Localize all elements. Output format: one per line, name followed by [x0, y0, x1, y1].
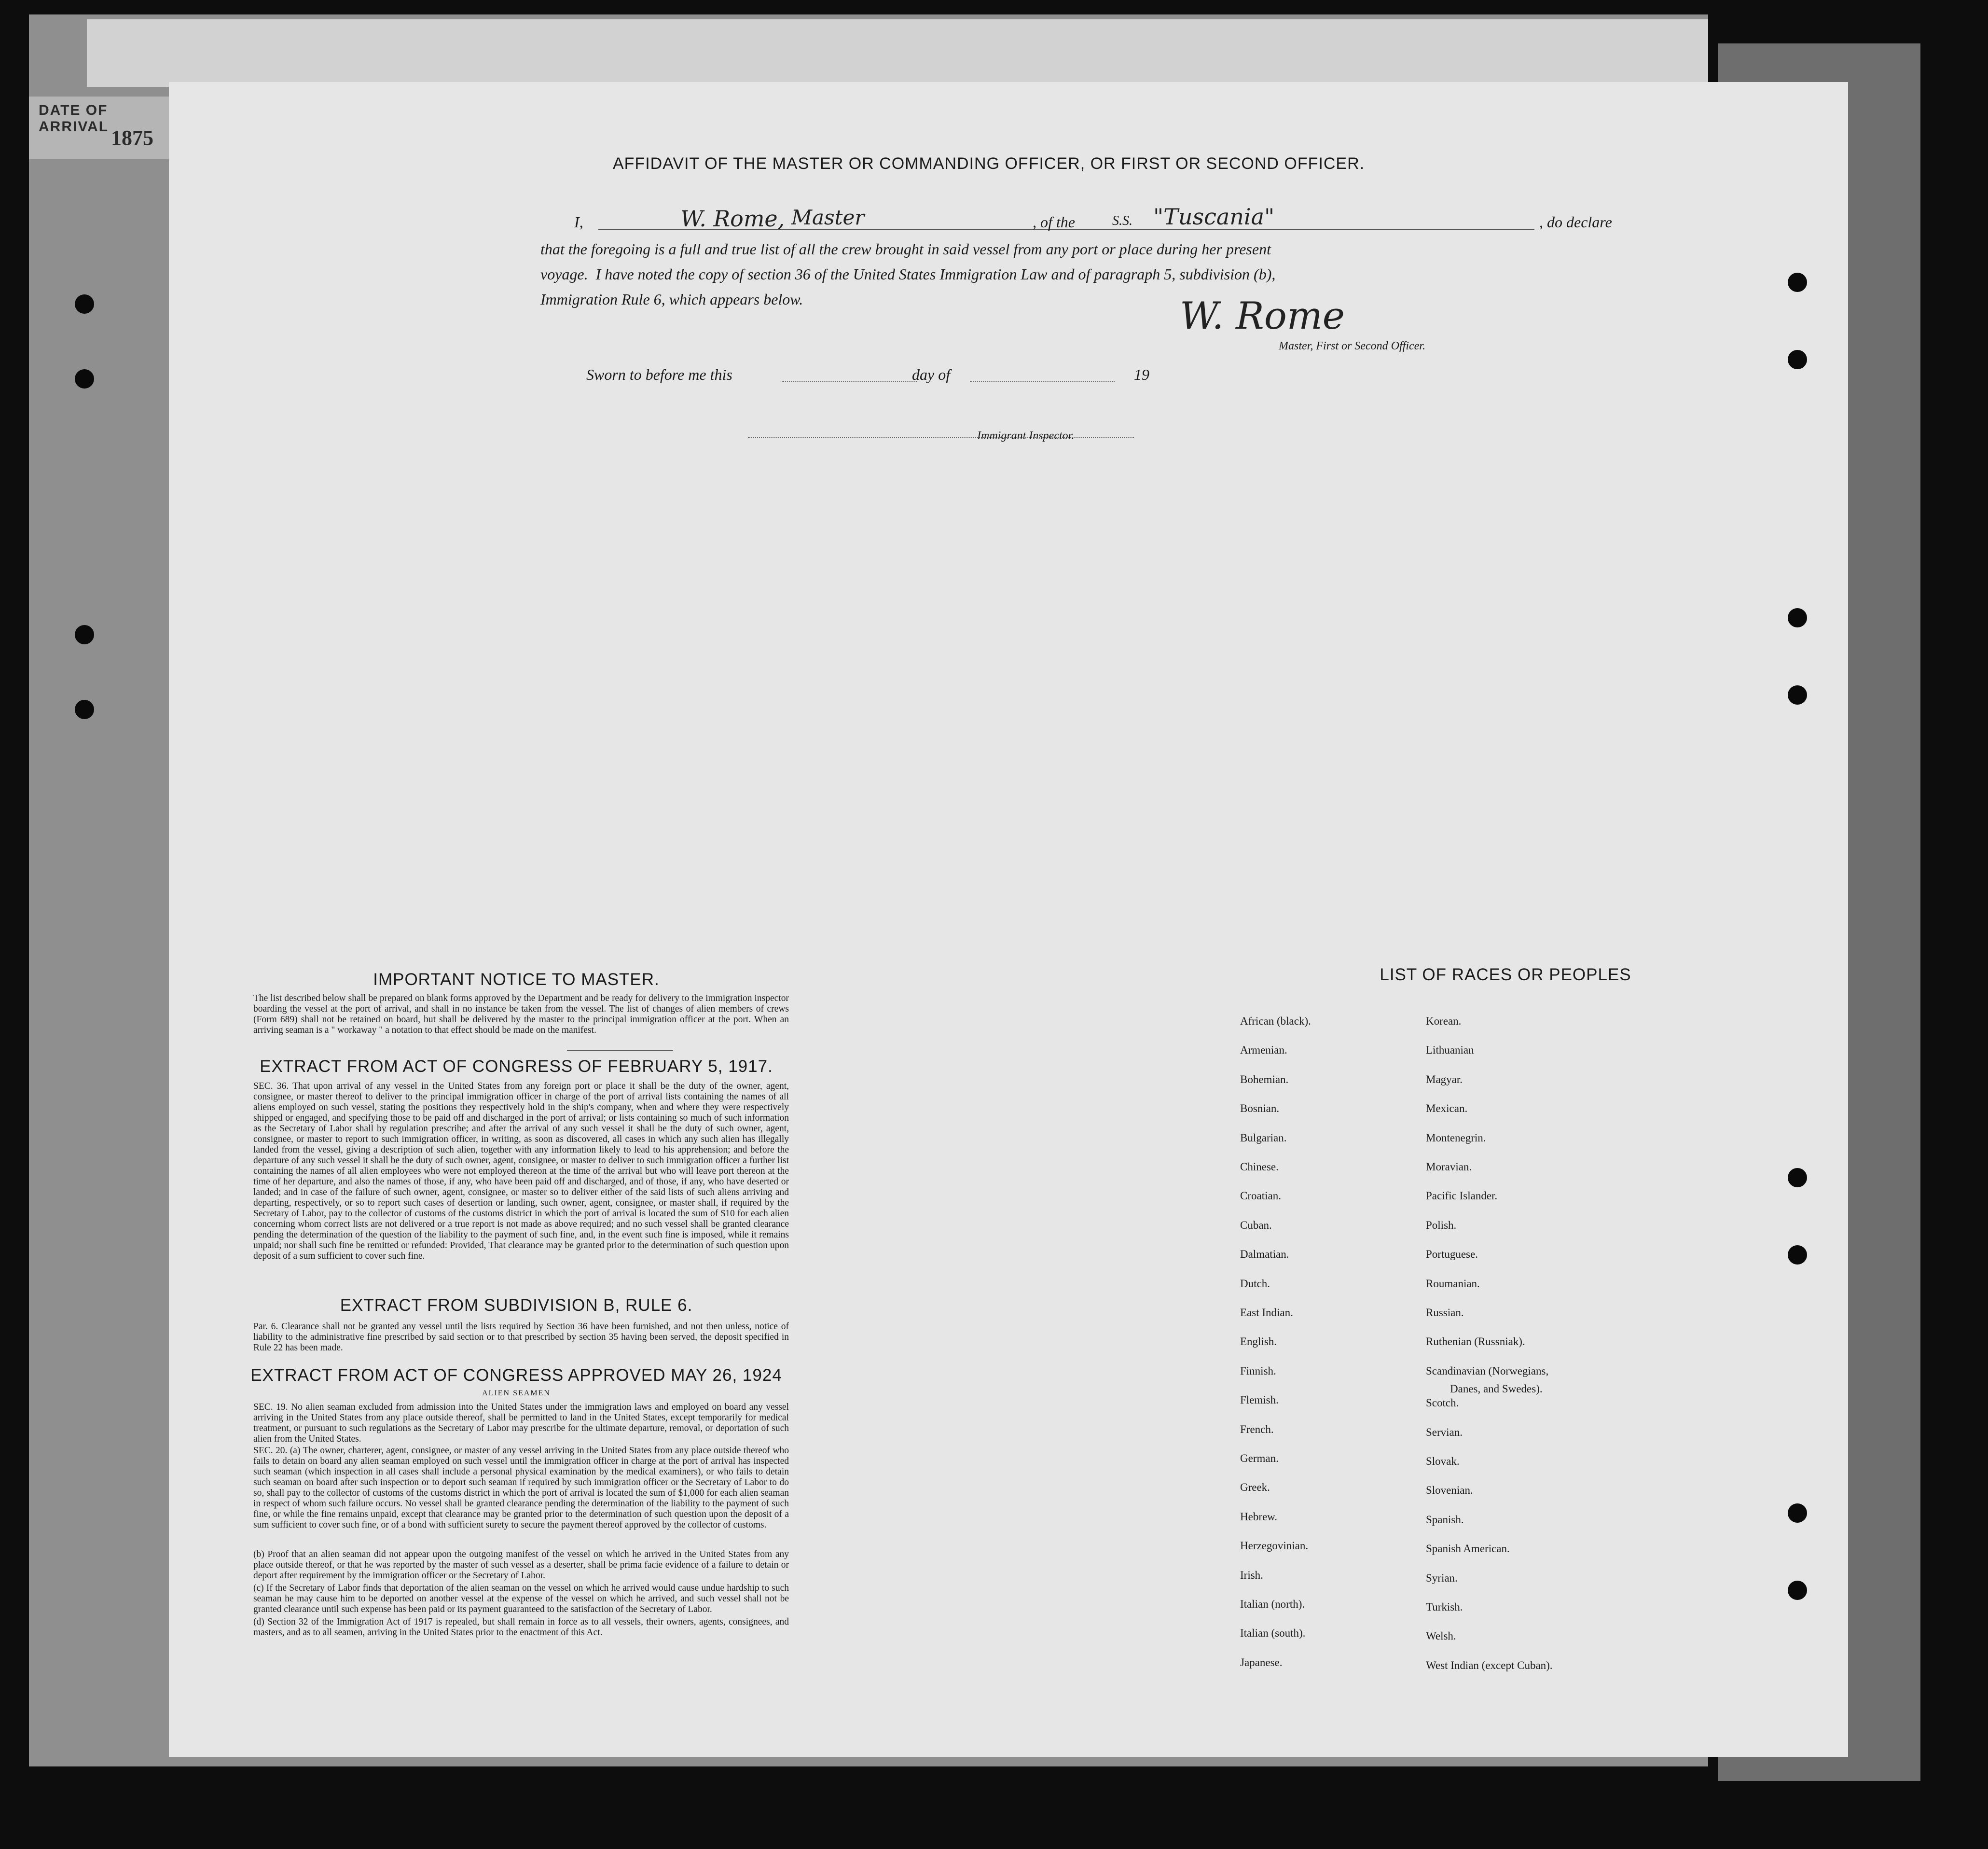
month-field-line [970, 381, 1115, 382]
race-item: Hebrew. [1240, 1510, 1278, 1523]
extract-1924-sec20b: (b) Proof that an alien seaman did not appear upon the outgoing manifest of the vessel on which he arrived in the United States from any place outside thereof, or that he was reported by the master of such vessel as a deserter, shall be prima facie evidence of a failure to detain or deport after requirement by the immigration officer or the Secretary of Labor. [253, 1549, 789, 1581]
race-item: Bulgarian. [1240, 1131, 1287, 1144]
arrival-stamp [29, 97, 169, 159]
race-item: Greek. [1240, 1481, 1270, 1494]
race-item: Croatian. [1240, 1190, 1281, 1202]
race-item: Korean. [1426, 1015, 1462, 1027]
extract-1924-subtitle: ALIEN SEAMEN [482, 1389, 551, 1397]
extract-rule6-title: EXTRACT FROM SUBDIVISION B, RULE 6. [340, 1296, 693, 1315]
race-item: Scandinavian (Norwegians, [1426, 1364, 1549, 1377]
extract-1924-sec20a: SEC. 20. (a) The owner, charterer, agent, consignee, or master of any vessel arriving in the United States from any place outside thereof who fails to detain on board any alien seaman employed on such vessel until the immigration officer in charge at the port of arrival has inspected such seaman (which inspection in all cases shall include a personal physical examination by the medical examiners), or who fails to detain such seaman on board after such inspection or to deport such seaman if required by such immigration officer or the Secretary of Labor to do so, shall pay to the collector of customs of the customs district in which the port of arrival is located the sum of $1,000 for each alien seaman in respect of whom such failure occurs. No vessel shall be granted clearance pending the determination of the liability to the payment of such fine, or while the fine remains unpaid, except that clearance may be granted prior to the determination of such question upon the deposit of a sum sufficient to cover such fine, or of a bond with sufficient surety to secure the payment thereof approved by the collector of customs. [253, 1446, 789, 1530]
race-item: Finnish. [1240, 1364, 1276, 1377]
race-item: French. [1240, 1423, 1274, 1435]
divider [567, 1050, 673, 1051]
race-item: Italian (south). [1240, 1627, 1306, 1640]
race-item: Spanish American. [1426, 1543, 1510, 1555]
punch-hole-icon [1788, 1503, 1807, 1523]
background-page-top [87, 19, 1708, 87]
race-item: Irish. [1240, 1569, 1263, 1581]
race-item: Portuguese. [1426, 1248, 1478, 1261]
extract-1924-title: EXTRACT FROM ACT OF CONGRESS APPROVED MAY 26, 1924 [250, 1366, 782, 1385]
extract-1917-title: EXTRACT FROM ACT OF CONGRESS OF FEBRUARY 5, 1917. [260, 1057, 773, 1076]
extract-1917-body: SEC. 36. That upon arrival of any vessel in the United States from any foreign port or place it shall be the duty of the owner, agent, consignee, or master thereof to deliver to the principal immigration officer in charge of the port of arrival lists containing the names of all aliens employed on such vessel, stating the positions they respectively hold in the ship's company, when and where they were respectively shipped or engaged, and specifying those to be paid off and discharged in the port of arrival; or lists containing so much of such information as the Secretary of Labor shall by regulation prescribe; and after the arrival of any such vessel it shall be the duty of such owner, agent, consignee, or master to report to such immigration officer, in writing, as soon as discovered, all cases in which any such alien has illegally landed from the vessel, giving a description of such alien, together with any information likely to lead to his apprehension; and before the departure of any such vessel it shall be the duty of such owner, agent, consignee, or master to deliver to such immigration officer a further list containing the names of all alien employees who were not employed thereon at the time of the arrival but who will leave port thereon at the time of her departure, and also the names of those, if any, who have been paid off and discharged, and of those, if any, who have deserted or landed; and in case of the failure of such owner, agent, consignee, or master so to deliver either of the said lists of such aliens arriving and departing, respectively, or so to report such cases of desertion or landing, such owner, agent, consignee, or master shall, if required by the Secretary of Labor, pay to the collector of customs of the customs district in which the port of arrival is located the sum of $10 for each alien concerning whom correct lists are not delivered or a true report is not made as above required; and no such vessel shall be granted clearance pending the determination of the question of the liability to the payment of such fine, and, in the event such fine is imposed, while it remains unpaid; nor shall such fine be remitted or refunded: Provided, That clearance may be granted prior to the determination of such question upon deposit of a sum sufficient to cover such fine. [253, 1081, 789, 1261]
race-item: Ruthenian (Russniak). [1426, 1335, 1525, 1348]
race-item: Japanese. [1240, 1656, 1283, 1668]
extract-1924-sec20c: (c) If the Secretary of Labor finds that deportation of the alien seaman on the vessel on which he arrived would cause undue hardship to such seaman he may cause him to be deported on another vessel at the expense of the vessel on which he arrived, and such vessel shall not be granted clearance until such expense has been paid or its payment guaranteed to the satisfaction of the Secretary of Labor. [253, 1583, 789, 1614]
punch-hole-icon [1788, 1245, 1807, 1265]
race-item: Roumanian. [1426, 1277, 1480, 1290]
race-item: Slovak. [1426, 1455, 1460, 1467]
year-text: 19 [1134, 366, 1149, 383]
race-item: Armenian. [1240, 1044, 1287, 1057]
race-item: Polish. [1426, 1219, 1457, 1231]
master-name: W. Rome, [680, 206, 785, 232]
race-item: Syrian. [1426, 1571, 1458, 1584]
punch-hole-icon [75, 294, 94, 314]
race-item: English. [1240, 1335, 1277, 1348]
race-item: Montenegrin. [1426, 1131, 1486, 1144]
race-item: Pacific Islander. [1426, 1190, 1498, 1202]
ss-prefix: S.S. [1112, 213, 1132, 228]
manifest-page [169, 82, 1848, 1757]
inspector-field-line [748, 437, 1134, 438]
race-item: Chinese. [1240, 1161, 1279, 1173]
race-item: Bohemian. [1240, 1073, 1289, 1085]
punch-hole-icon [75, 700, 94, 719]
race-item: German. [1240, 1452, 1279, 1464]
race-item: Spanish. [1426, 1513, 1464, 1526]
race-item: Herzegovinian. [1240, 1540, 1309, 1552]
notice-title: IMPORTANT NOTICE TO MASTER. [373, 970, 660, 989]
race-item: Slovenian. [1426, 1484, 1473, 1497]
affidavit-line-4: Immigration Rule 6, which appears below. [540, 291, 803, 308]
punch-hole-icon [1788, 608, 1807, 627]
affidavit-line-3: voyage. I have noted the copy of section 36 of the United States Immigration Law and of paragraph 5, subdivision (b), [540, 265, 1276, 283]
signature-caption: Master, First or Second Officer. [1279, 340, 1425, 352]
master-signature: W. Rome [1180, 294, 1345, 338]
race-item: Dutch. [1240, 1277, 1270, 1290]
extract-1924-sec19: SEC. 19. No alien seaman excluded from admission into the United States under the immigration laws and employed on board any vessel arriving in the United States from any place outside thereof, shall be permitted to land in the United States, except temporarily for medical treatment, or pursuant to such regulations as the Secretary of Labor may prescribe for the ultimate departure, removal, or deportation of such alien from the United States. [253, 1402, 789, 1444]
race-item: Turkish. [1426, 1601, 1463, 1613]
race-item: Moravian. [1426, 1161, 1472, 1173]
race-item: Mexican. [1426, 1102, 1468, 1115]
punch-hole-icon [1788, 350, 1807, 369]
day-field-line [782, 381, 917, 382]
extract-1924-sec20d: (d) Section 32 of the Immigration Act of 1917 is repealed, but shall remain in force as to all vessels, their owners, agents, consignees, and masters, and as to all seamen, arriving in the United States prior to the enactment of this Act. [253, 1617, 789, 1638]
punch-hole-icon [75, 625, 94, 644]
affidavit-title: AFFIDAVIT OF THE MASTER OR COMMANDING OFFICER, OR FIRST OR SECOND OFFICER. [613, 154, 1365, 173]
vessel-name: "Tuscania" [1153, 204, 1275, 230]
declare-text: , do declare [1539, 213, 1612, 231]
affidavit-i: I, [574, 213, 583, 231]
race-item: Bosnian. [1240, 1102, 1280, 1115]
notice-body: The list described below shall be prepared on blank forms approved by the Department and be ready for delivery to the immigration inspector boarding the vessel at the port of arrival, and shall in no instance be taken from the vessel. The list of changes of alien members of crews (Form 689) shall not be retained on board, but shall be delivered by the master to the principal immigration officer at the port. When an arriving seaman is a " workaway " a notation to that effect should be made on the manifest. [253, 993, 789, 1035]
race-item: Russian. [1426, 1307, 1464, 1319]
race-item: Cuban. [1240, 1219, 1272, 1231]
punch-hole-icon [1788, 1581, 1807, 1600]
race-item: Flemish. [1240, 1394, 1279, 1406]
punch-hole-icon [1788, 685, 1807, 705]
race-item: West Indian (except Cuban). [1426, 1659, 1553, 1671]
arrival-stamp-number: 1875 [111, 126, 153, 150]
race-item: Scotch. [1426, 1397, 1459, 1409]
day-of-text: day of [912, 366, 951, 383]
inspector-caption: Immigrant Inspector. [977, 430, 1075, 442]
race-item: Welsh. [1426, 1630, 1456, 1642]
race-item: Italian (north). [1240, 1598, 1305, 1610]
affidavit-line-2: that the foregoing is a full and true list of all the crew brought in said vessel from any port or place during her present [540, 240, 1271, 258]
race-item: Dalmatian. [1240, 1248, 1289, 1261]
races-title: LIST OF RACES OR PEOPLES [1380, 965, 1631, 984]
punch-hole-icon [1788, 1168, 1807, 1187]
punch-hole-icon [1788, 273, 1807, 292]
of-the-text: , of the [1033, 213, 1075, 231]
master-rank: Master [791, 206, 865, 229]
race-item: African (black). [1240, 1015, 1311, 1027]
sworn-text: Sworn to before me this [586, 366, 732, 383]
arrival-stamp-label: DATE OF ARRIVAL [39, 102, 109, 135]
race-item: East Indian. [1240, 1307, 1293, 1319]
extract-rule6-body: Par. 6. Clearance shall not be granted any vessel until the lists required by Section 36 have been furnished, and not then unless, notice of liability to the administrative fine prescribed by said section or to that prescribed by section 35 having been served, the deposit specified in Rule 22 has been made. [253, 1321, 789, 1353]
punch-hole-icon [75, 369, 94, 389]
race-item: Lithuanian [1426, 1044, 1474, 1057]
race-item: Servian. [1426, 1426, 1463, 1438]
race-continuation: Danes, and Swedes). [1450, 1383, 1543, 1395]
race-item: Magyar. [1426, 1073, 1463, 1085]
